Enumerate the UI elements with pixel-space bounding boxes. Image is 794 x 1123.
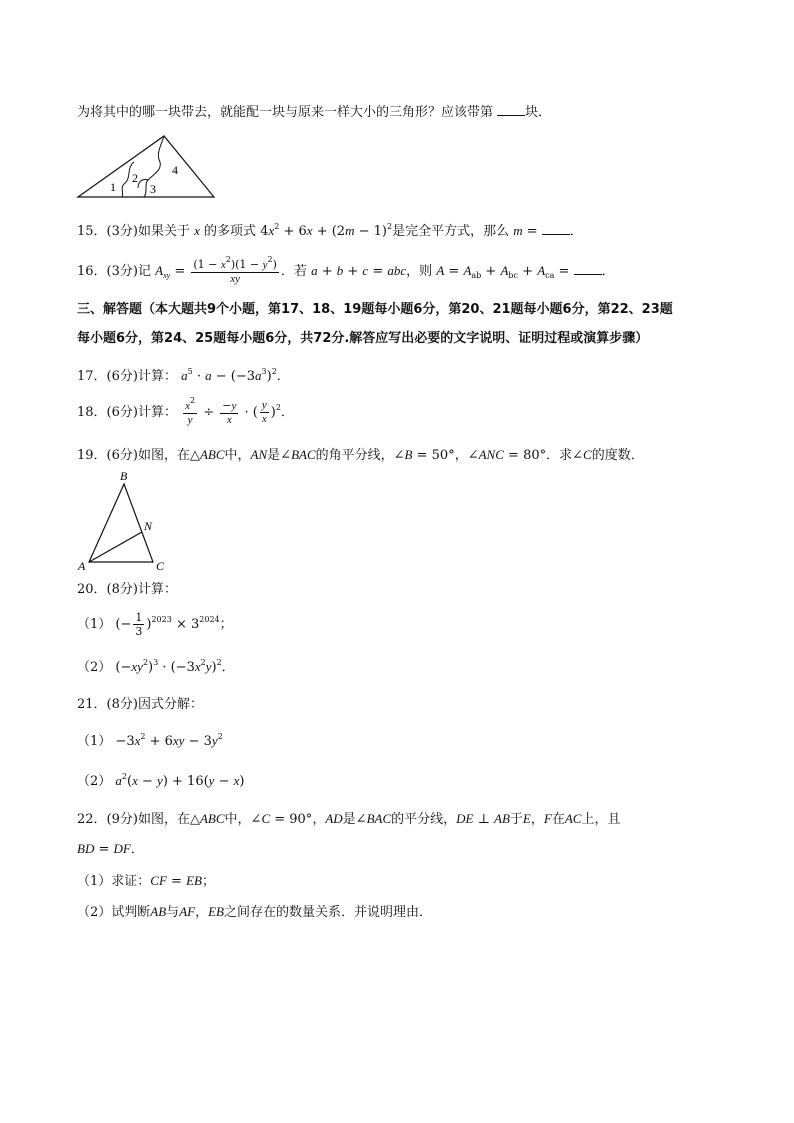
piece-label-1: 1 bbox=[110, 180, 116, 194]
q15-polynomial: $4x^2 + 6x + (2m - 1)^2$ bbox=[260, 222, 393, 239]
vertex-label-b: B bbox=[120, 470, 128, 483]
q15-m: m bbox=[513, 223, 523, 238]
q22-text-i: 上，且 bbox=[581, 812, 621, 827]
q16-axy: $A_{xy}$ bbox=[155, 263, 171, 280]
q16-blank bbox=[574, 262, 602, 275]
q20-part-2-expression: $(-xy^2)^3 \cdot (-3x^2y)^2$ bbox=[115, 658, 222, 675]
q19-number: 19．(6分) bbox=[77, 448, 138, 463]
q18-number: 18．(6分) bbox=[77, 405, 138, 420]
q22-part-2: （2）试判断AB与AF，EB之间存在的数量关系．并说明理由． bbox=[77, 904, 432, 920]
q16-condition: a bbox=[311, 263, 318, 278]
q20-part-2-end: ． bbox=[221, 660, 235, 675]
question-16: 16．(3分)记 $A_{xy}$ = $\frac{(1 - x^2)(1 - y^2)}{xy}$ ．若 a + b + c = abc，则 $A = A_{ab} + A_{bc} + A_{ca}$ = ． bbox=[77, 254, 615, 285]
q22-part-1-text: （1）求证： bbox=[77, 874, 151, 889]
q15-blank bbox=[542, 222, 570, 235]
broken-triangle-figure bbox=[76, 134, 218, 200]
problem-14-continuation bbox=[77, 103, 551, 121]
q22-part-2-text-a: （2）试判断 bbox=[77, 905, 151, 920]
q20-part-2 bbox=[77, 658, 235, 676]
q16-end: ． bbox=[601, 264, 615, 279]
q18-text: 计算： bbox=[137, 405, 177, 420]
q15-text-2: 的多项式 bbox=[204, 224, 257, 239]
q15-text-1: 如果关于 bbox=[137, 224, 190, 239]
q21-part-2-expression: $a^2(x - y) + 16(y - x)$ bbox=[115, 772, 245, 789]
q21-part-2-label: （2） bbox=[77, 774, 112, 789]
question-15: 15．(3分)如果关于 x 的多项式 $4x^2 + 6x + (2m - 1)^2$是完全平方式，那么 m = ． bbox=[77, 222, 583, 239]
question-22: 22．(9分)如图，在△ABC中，∠C = 90°，AD是∠BAC的平分线，DE ⊥ AB于E，F在AC上，且 bbox=[77, 811, 621, 827]
question-18 bbox=[77, 395, 294, 428]
section-3-heading-line-2: 每小题6分，第24、25题每小题6分，共72分.解答应写出必要的文字说明、证明过程或演算步骤） bbox=[77, 331, 649, 346]
q22-text-h: 在 bbox=[551, 812, 565, 827]
q15-text-3: 是完全平方式，那么 bbox=[392, 224, 510, 239]
q21-part-1-label: （1） bbox=[77, 734, 112, 749]
q21-part-1-expression: $-3x^2 + 6xy - 3y^2$ bbox=[115, 732, 223, 749]
q19-text-1: 如图，在△ bbox=[137, 448, 200, 463]
q22-number: 22．(9分) bbox=[77, 812, 138, 827]
q19-text-7: 的度数． bbox=[591, 448, 644, 463]
q16-text-1: 记 bbox=[137, 264, 151, 279]
q22-part-1: （1）求证：CF = EB； bbox=[77, 873, 215, 889]
bisector-an bbox=[89, 532, 142, 562]
q17-number: 17．(6分) bbox=[77, 369, 138, 384]
q19-text-5: ，∠ bbox=[454, 448, 479, 463]
q21-number: 21．(8分) bbox=[77, 697, 138, 712]
q21-part-2 bbox=[77, 772, 244, 790]
q20-part-1-end: ； bbox=[219, 617, 233, 632]
q15-variable: x bbox=[194, 223, 200, 238]
q22-line-2-end: ． bbox=[130, 842, 144, 857]
q20-number: 20．(8分) bbox=[77, 582, 138, 597]
vertex-label-a: A bbox=[78, 559, 86, 573]
q20-text: 计算： bbox=[137, 582, 177, 597]
q21-text: 因式分解： bbox=[137, 697, 203, 712]
q16-sum: A bbox=[436, 263, 445, 278]
q19-text-4: 的角平分线，∠ bbox=[315, 448, 405, 463]
q22-text-a: 如图，在△ bbox=[137, 812, 200, 827]
q22-part-2-text-b: 与 bbox=[166, 905, 180, 920]
q15-end: ． bbox=[569, 224, 583, 239]
question-19: 19．(6分)如图，在△ABC中，AN是∠BAC的角平分线，∠B = 50°，∠ANC = 80°．求∠C的度数． bbox=[77, 447, 644, 463]
q22-text-f: 于 bbox=[509, 812, 523, 827]
piece-label-2: 2 bbox=[132, 171, 138, 185]
q19-text-6: ．求∠ bbox=[546, 448, 584, 463]
answer-blank bbox=[497, 103, 525, 116]
q22-line-2: BD = DF． bbox=[77, 841, 144, 857]
q17-expression: $a^5 \cdot a - (-3a^3)^2$ bbox=[181, 367, 277, 384]
q18-expression: $\frac{x^2}{y}$ ÷ $\frac{-y}{x}$ · ( $\frac{y}{x}$ )$^2$ bbox=[185, 395, 281, 426]
q22-part-1-end: ； bbox=[201, 874, 215, 889]
q19-text-2: 中， bbox=[224, 448, 251, 463]
q19-text-3: 是∠ bbox=[267, 448, 292, 463]
question-17 bbox=[77, 367, 290, 385]
q20-part-1-label: （1） bbox=[77, 617, 112, 632]
q16-fraction: $\frac{(1 - x^2)(1 - y^2)}{xy}$ bbox=[193, 254, 277, 285]
question-20 bbox=[77, 581, 177, 598]
point-label-n: N bbox=[144, 519, 153, 533]
q20-part-2-label: （2） bbox=[77, 660, 112, 675]
intro-suffix: 块． bbox=[525, 105, 552, 120]
piece-label-4: 4 bbox=[172, 163, 178, 177]
q20-part-1 bbox=[77, 610, 233, 640]
q21-part-1 bbox=[77, 732, 223, 750]
q16-number: 16．(3分) bbox=[77, 264, 138, 279]
q22-text-e: 的平分线， bbox=[391, 812, 457, 827]
q15-number: 15．(3分) bbox=[77, 224, 138, 239]
piece-label-3: 3 bbox=[150, 182, 156, 196]
q18-end: ． bbox=[280, 405, 294, 420]
q16-text-3: ，则 bbox=[406, 264, 433, 279]
q22-part-2-text-d: 之间存在的数量关系．并说明理由． bbox=[223, 905, 432, 920]
triangle-abc-figure bbox=[76, 470, 176, 574]
q17-text: 计算： bbox=[137, 369, 177, 384]
question-21 bbox=[77, 696, 203, 713]
q22-text-g: ， bbox=[530, 812, 544, 827]
q22-text-c: ， bbox=[312, 812, 326, 827]
q20-part-1-expression: (− $\frac{1}{3}$ )$^{2023} \times 3^{2024}$ bbox=[115, 611, 220, 638]
q17-end: ． bbox=[276, 369, 290, 384]
section-3-heading-line-1: 三、解答题（本大题共9个小题，第17、18、19题每小题6分，第20、21题每小题6分，第22、23题 bbox=[77, 302, 673, 317]
q16-text-2: ．若 bbox=[280, 264, 307, 279]
q22-part-2-text-c: ， bbox=[195, 905, 209, 920]
intro-text: 为将其中的哪一块带去，就能配一块与原来一样大小的三角形？应该带第 bbox=[77, 105, 494, 120]
q22-text-b: 中，∠ bbox=[224, 812, 262, 827]
q22-text-d: 是∠ bbox=[342, 812, 367, 827]
vertex-label-c: C bbox=[156, 559, 165, 573]
